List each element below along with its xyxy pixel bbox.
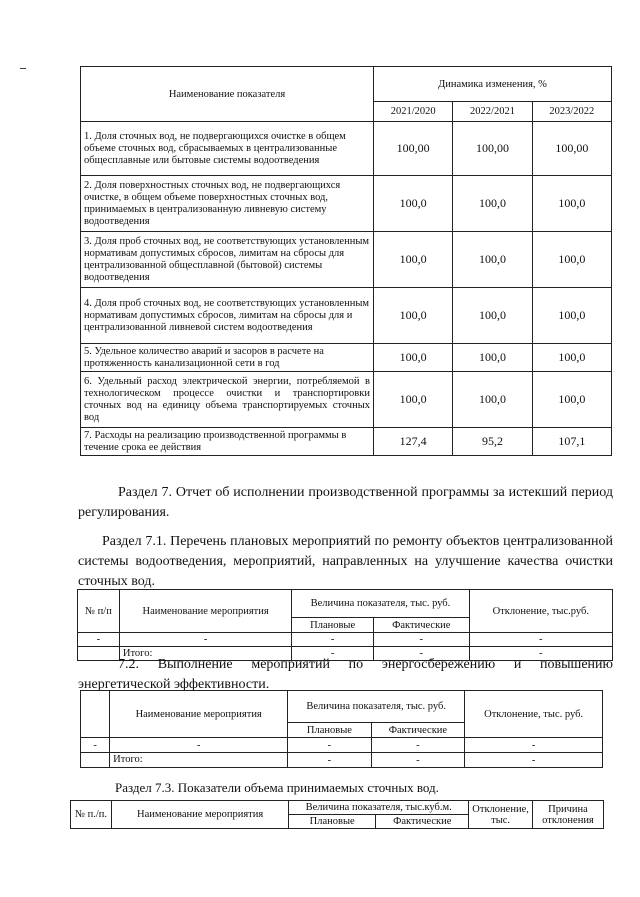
cell: - — [371, 753, 465, 768]
row-value: 100,0 — [453, 176, 532, 232]
cell: - — [469, 633, 612, 647]
table-row — [81, 344, 612, 372]
row-value: 100,0 — [453, 288, 532, 344]
row-name: 1. Доля сточных вод, не подвергающихся очистке в общем объеме сточных вод, сбрасываемых в централизованные общесплавные или бытовые системы водоотведения — [81, 122, 374, 176]
cell: - — [288, 753, 371, 768]
header-name: Наименование мероприятия — [110, 691, 288, 738]
cell: - — [292, 647, 374, 661]
cell: - — [373, 647, 469, 661]
header-num: № п/п — [78, 590, 120, 633]
cell: - — [373, 633, 469, 647]
cell: - — [288, 738, 371, 753]
row-value: 100,0 — [532, 232, 611, 288]
header-dynamics: Динамика изменения, % — [374, 67, 612, 102]
table-row — [78, 633, 613, 647]
header-year: 2021/2020 — [374, 102, 453, 122]
row-name: 5. Удельное количество аварий и засоров в расчете на протяженность канализационной сети в год — [81, 344, 374, 372]
row-name: 3. Доля проб сточных вод, не соответствующих установленным нормативам допустимых сбросов, лимитам на сбросы для централизованной общесплавной (бытовой) системы водоотведения — [81, 232, 374, 288]
row-value: 100,00 — [453, 122, 532, 176]
indicators-table — [80, 66, 612, 456]
row-value: 100,0 — [453, 372, 532, 428]
header-value: Величина показателя, тыс.куб.м. — [289, 801, 469, 815]
cell: - — [469, 647, 612, 661]
section-7-heading: Раздел 7. Отчет об исполнении производственной программы за истекший период регулирования. — [78, 485, 613, 520]
row-name: 4. Доля проб сточных вод, не соответствующих установленным нормативам допустимых сбросов, лимитам на сбросы для и централизованной ливневой систем водоотведения — [81, 288, 374, 344]
table-row — [81, 122, 612, 176]
table-row — [81, 176, 612, 232]
section-7-1-heading: Раздел 7.1. Перечень плановых мероприятий по ремонту объектов централизованной системы водоотведения, мероприятий, направленных на улучшение качества очистки сточных вод. — [78, 534, 613, 589]
row-value: 100,0 — [374, 232, 453, 288]
header-num: № п./п. — [71, 801, 112, 829]
wastewater-volume-table — [70, 800, 604, 829]
cell: - — [110, 738, 288, 753]
row-value: 100,0 — [374, 288, 453, 344]
header-fact: Фактические — [371, 723, 465, 738]
table-row — [81, 288, 612, 344]
repair-measures-table — [77, 589, 613, 661]
header-deviation: Отклонение, тыс. — [469, 801, 533, 829]
header-fact: Фактические — [373, 618, 469, 633]
cell: - — [465, 753, 603, 768]
row-value: 100,0 — [453, 344, 532, 372]
row-value: 100,0 — [374, 344, 453, 372]
margin-mark — [20, 68, 26, 69]
cell: - — [465, 738, 603, 753]
total-label: Итого: — [110, 753, 288, 768]
header-deviation: Отклонение, тыс. руб. — [465, 691, 603, 738]
table-row — [81, 428, 612, 456]
row-value: 95,2 — [453, 428, 532, 456]
row-name: 6. Удельный расход электрической энергии, потребляемой в технологическом процессе очистки и транспортировки сточных вод на единицу объема транспортируемых сточных вод — [81, 372, 374, 428]
row-value: 100,0 — [532, 288, 611, 344]
row-name: 7. Расходы на реализацию производственной программы в течение срока ее действия — [81, 428, 374, 456]
cell: - — [119, 633, 291, 647]
header-reason: Причина отклонения — [532, 801, 603, 829]
header-num — [81, 691, 110, 738]
row-value: 100,0 — [374, 372, 453, 428]
row-value: 100,0 — [453, 232, 532, 288]
header-name: Наименование мероприятия — [119, 590, 291, 633]
header-name: Наименование мероприятия — [112, 801, 289, 829]
header-plan: Плановые — [288, 723, 371, 738]
row-value: 100,0 — [532, 344, 611, 372]
cell: - — [81, 738, 110, 753]
energy-saving-table — [80, 690, 603, 768]
header-fact: Фактические — [376, 815, 469, 829]
section-7-3-heading: Раздел 7.3. Показатели объема принимаемых сточных вод. — [115, 780, 439, 795]
table-row — [81, 738, 603, 753]
total-row — [81, 753, 603, 768]
table-row — [81, 232, 612, 288]
row-value: 100,00 — [532, 122, 611, 176]
header-name: Наименование показателя — [81, 67, 374, 122]
row-value: 127,4 — [374, 428, 453, 456]
row-value: 107,1 — [532, 428, 611, 456]
cell: - — [78, 633, 120, 647]
row-value: 100,0 — [374, 176, 453, 232]
total-label: Итого: — [119, 647, 291, 661]
row-name: 2. Доля поверхностных сточных вод, не подвергающихся очистке, в общем объеме поверхностных сточных вод, принимаемых в централизованную ливневую систему водоотведения — [81, 176, 374, 232]
header-year: 2022/2021 — [453, 102, 532, 122]
header-value: Величина показателя, тыс. руб. — [292, 590, 469, 618]
header-year: 2023/2022 — [532, 102, 611, 122]
row-value: 100,00 — [374, 122, 453, 176]
header-plan: Плановые — [289, 815, 376, 829]
cell: - — [371, 738, 465, 753]
row-value: 100,0 — [532, 176, 611, 232]
header-plan: Плановые — [292, 618, 374, 633]
cell: - — [292, 633, 374, 647]
header-value: Величина показателя, тыс. руб. — [288, 691, 465, 723]
section-7-2-heading: 7.2. Выполнение мероприятий по энергосбережению и повышению энергетической эффективности. — [78, 657, 613, 692]
row-value: 100,0 — [532, 372, 611, 428]
table-row — [81, 372, 612, 428]
header-deviation: Отклонение, тыс.руб. — [469, 590, 612, 633]
